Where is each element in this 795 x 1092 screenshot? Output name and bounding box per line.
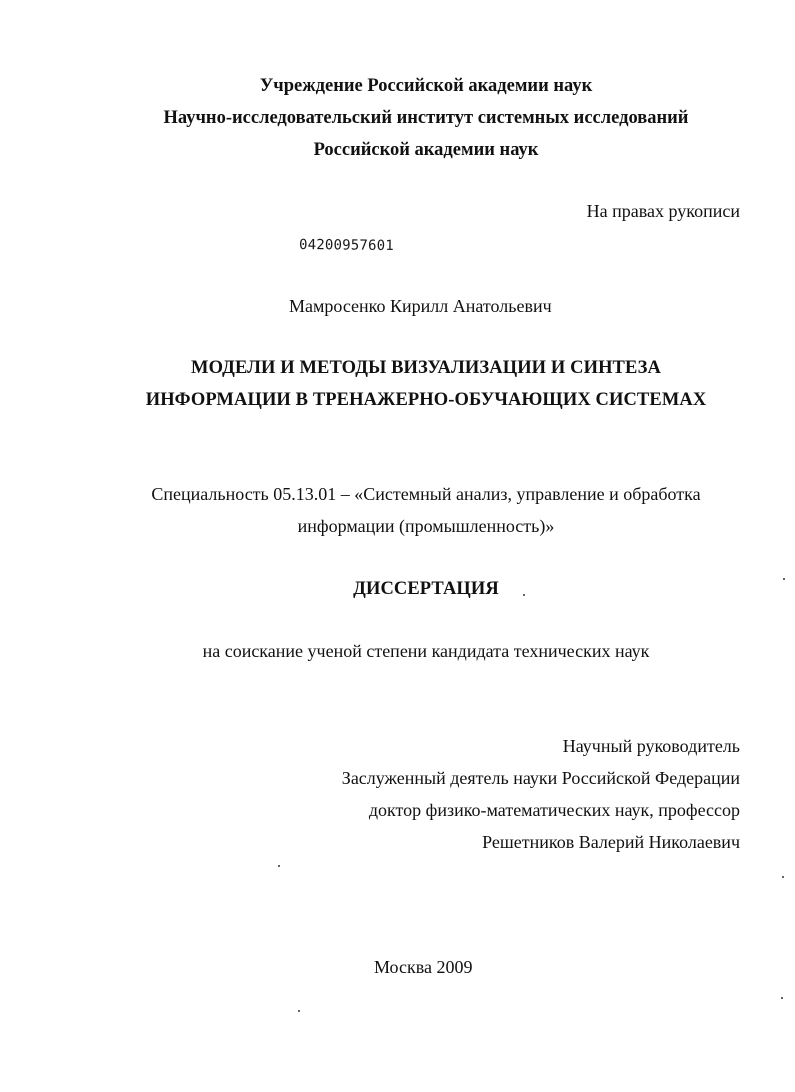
- supervisor-title-2: доктор физико-математических наук, профессор: [368, 800, 740, 820]
- supervisor-name: Решетников Валерий Николаевич: [482, 832, 740, 852]
- scan-speck: [298, 1010, 300, 1012]
- supervisor-label: Научный руководитель: [562, 736, 740, 756]
- supervisor-title-1: Заслуженный деятель науки Российской Федерации: [341, 768, 740, 788]
- specialty-line-1: Специальность 05.13.01 – «Системный анализ, управление и обработка: [151, 484, 701, 504]
- scan-speck: [523, 594, 525, 596]
- document-type: ДИССЕРТАЦИЯ: [353, 579, 499, 599]
- institution-line-1: Учреждение Российской академии наук: [259, 76, 593, 96]
- manuscript-note: На правах рукописи: [586, 201, 740, 221]
- specialty-line-2: информации (промышленность)»: [297, 516, 555, 536]
- scan-speck: [278, 865, 280, 867]
- scan-speck: [782, 876, 784, 878]
- institution-line-2: Научно-исследовательский институт системных исследований: [163, 108, 689, 128]
- institution-line-3: Российской академии наук: [313, 140, 539, 160]
- thesis-title-line-1: МОДЕЛИ И МЕТОДЫ ВИЗУАЛИЗАЦИИ И СИНТЕЗА: [191, 358, 661, 378]
- thesis-title-line-2: ИНФОРМАЦИИ В ТРЕНАЖЕРНО-ОБУЧАЮЩИХ СИСТЕМАХ: [145, 390, 707, 410]
- author-name: Мамросенко Кирилл Анатольевич: [289, 296, 552, 316]
- scan-speck: [783, 578, 785, 580]
- place-year: Москва 2009: [374, 957, 473, 977]
- degree-line: на соискание ученой степени кандидата технических наук: [202, 641, 650, 661]
- scan-speck: [781, 997, 783, 999]
- catalog-number: 04200957601: [298, 237, 395, 254]
